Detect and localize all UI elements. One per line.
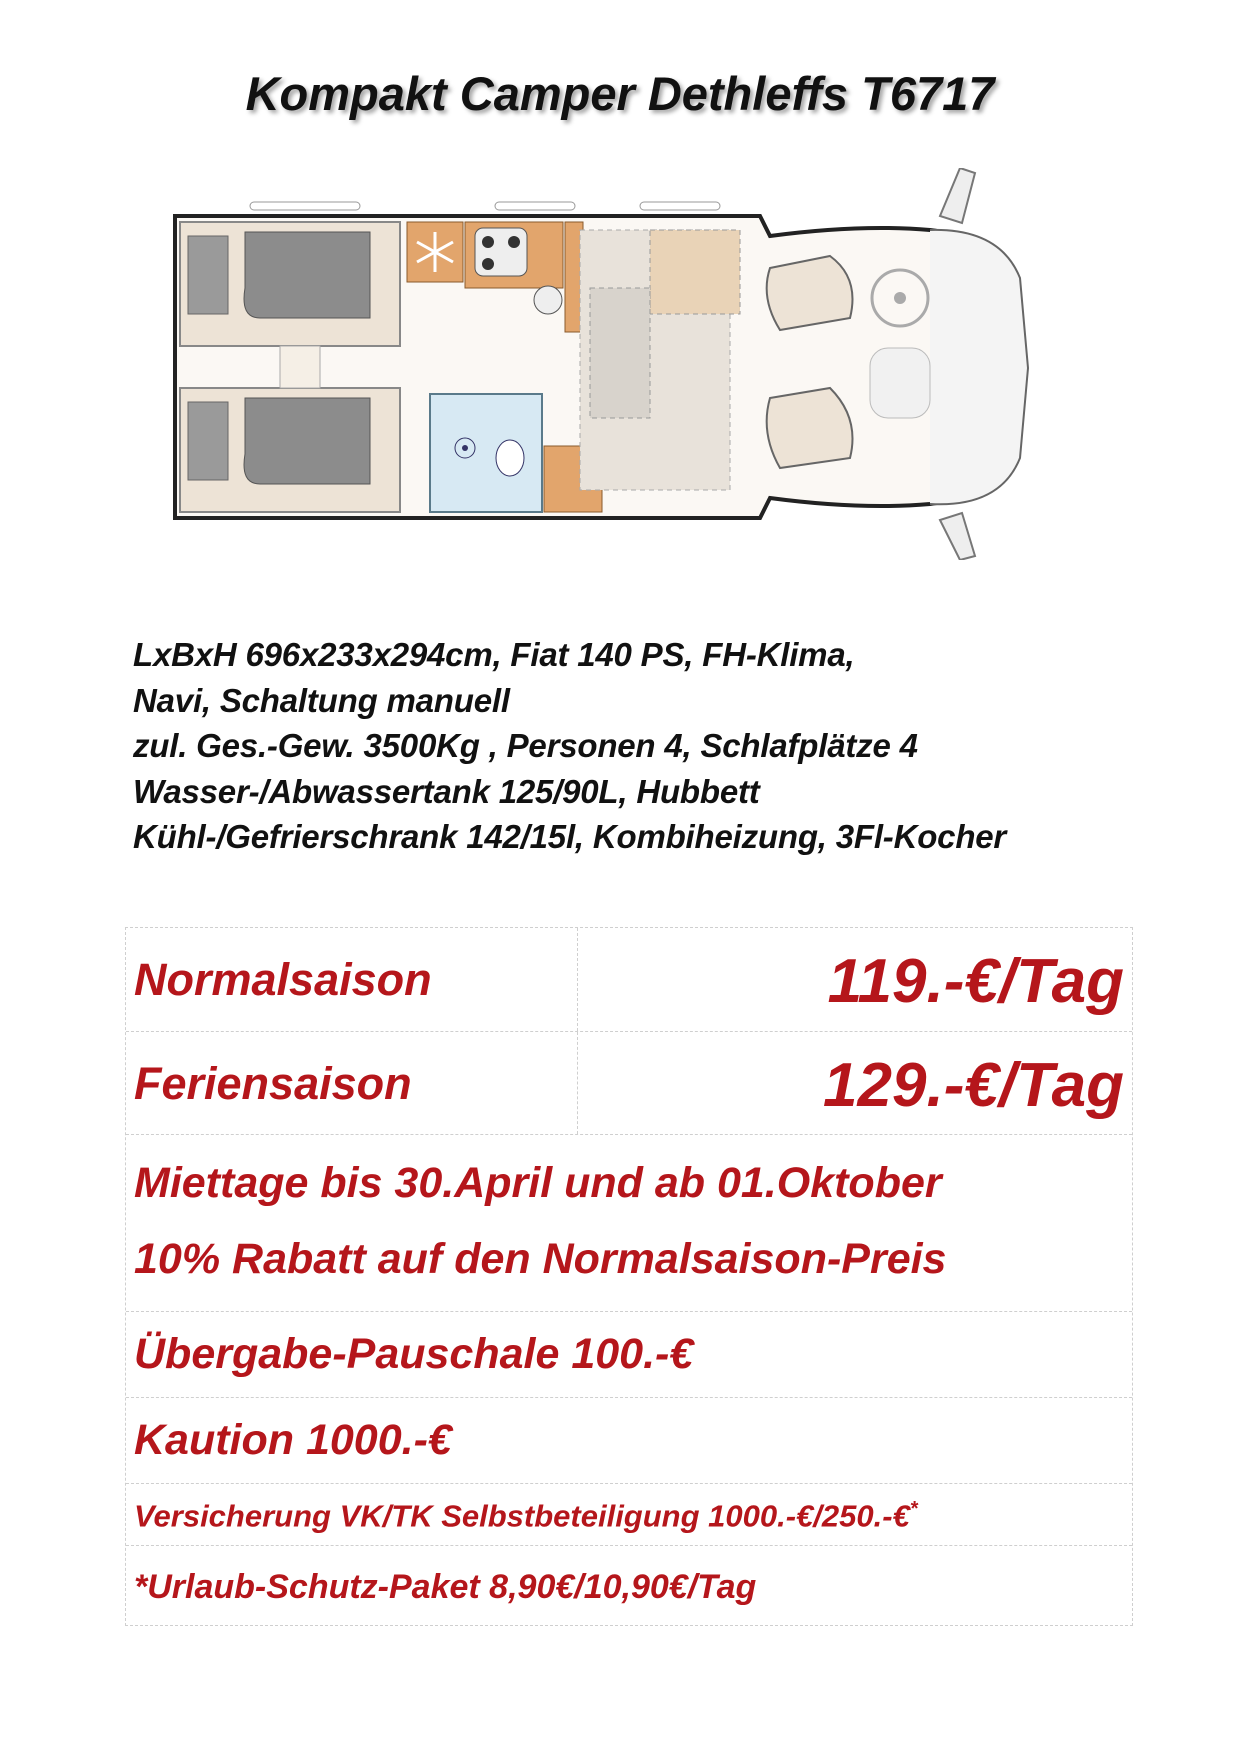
cell-divider [577,928,578,1031]
specs-block [133,632,1133,860]
season-label: Feriensaison [134,1058,412,1109]
stove-icon [475,228,527,276]
cell-divider [577,1032,578,1134]
package-row [126,1545,1132,1625]
document-title: Kompakt Camper Dethleffs T6717 [245,67,995,120]
discount-line: 10% Rabatt auf den Normalsaison-Preis [134,1235,947,1283]
spec-line: LxBxH 696x233x294cm, Fiat 140 PS, FH-Klima, [133,636,855,673]
season-price: 119.-€/Tag [827,947,1124,1016]
spec-line: zul. Ges.-Gew. 3500Kg , Personen 4, Schlafplätze 4 [133,727,918,764]
toilet-icon [496,440,524,476]
season-price: 129.-€/Tag [823,1051,1124,1120]
insurance-row [126,1483,1132,1545]
price-row-normal [126,928,1132,1031]
handover-fee-row [126,1311,1132,1397]
discount-line: Miettage bis 30.April und ab 01.Oktober [134,1159,942,1207]
vacation-package: *Urlaub-Schutz-Paket 8,90€/10,90€/Tag [134,1568,757,1606]
floorplan-image [170,168,1100,560]
deposit: Kaution 1000.-€ [134,1416,452,1464]
insurance-text: Versicherung VK/TK Selbstbeteiligung 1000.-€/250.-€ [134,1498,910,1534]
discount-row [126,1134,1132,1311]
footnote-mark: * [909,1498,918,1520]
season-label: Normalsaison [134,954,432,1005]
price-table [125,927,1133,1626]
price-row-holiday [126,1031,1132,1134]
handover-fee: Übergabe-Pauschale 100.-€ [134,1330,694,1378]
deposit-row [126,1397,1132,1483]
insurance [134,1498,918,1534]
spec-line: Navi, Schaltung manuell [133,681,510,719]
spec-line: Kühl-/Gefrierschrank 142/15l, Kombiheizung, 3Fl-Kocher [133,818,1007,855]
spec-line: Wasser-/Abwassertank 125/90L, Hubbett [133,772,760,810]
